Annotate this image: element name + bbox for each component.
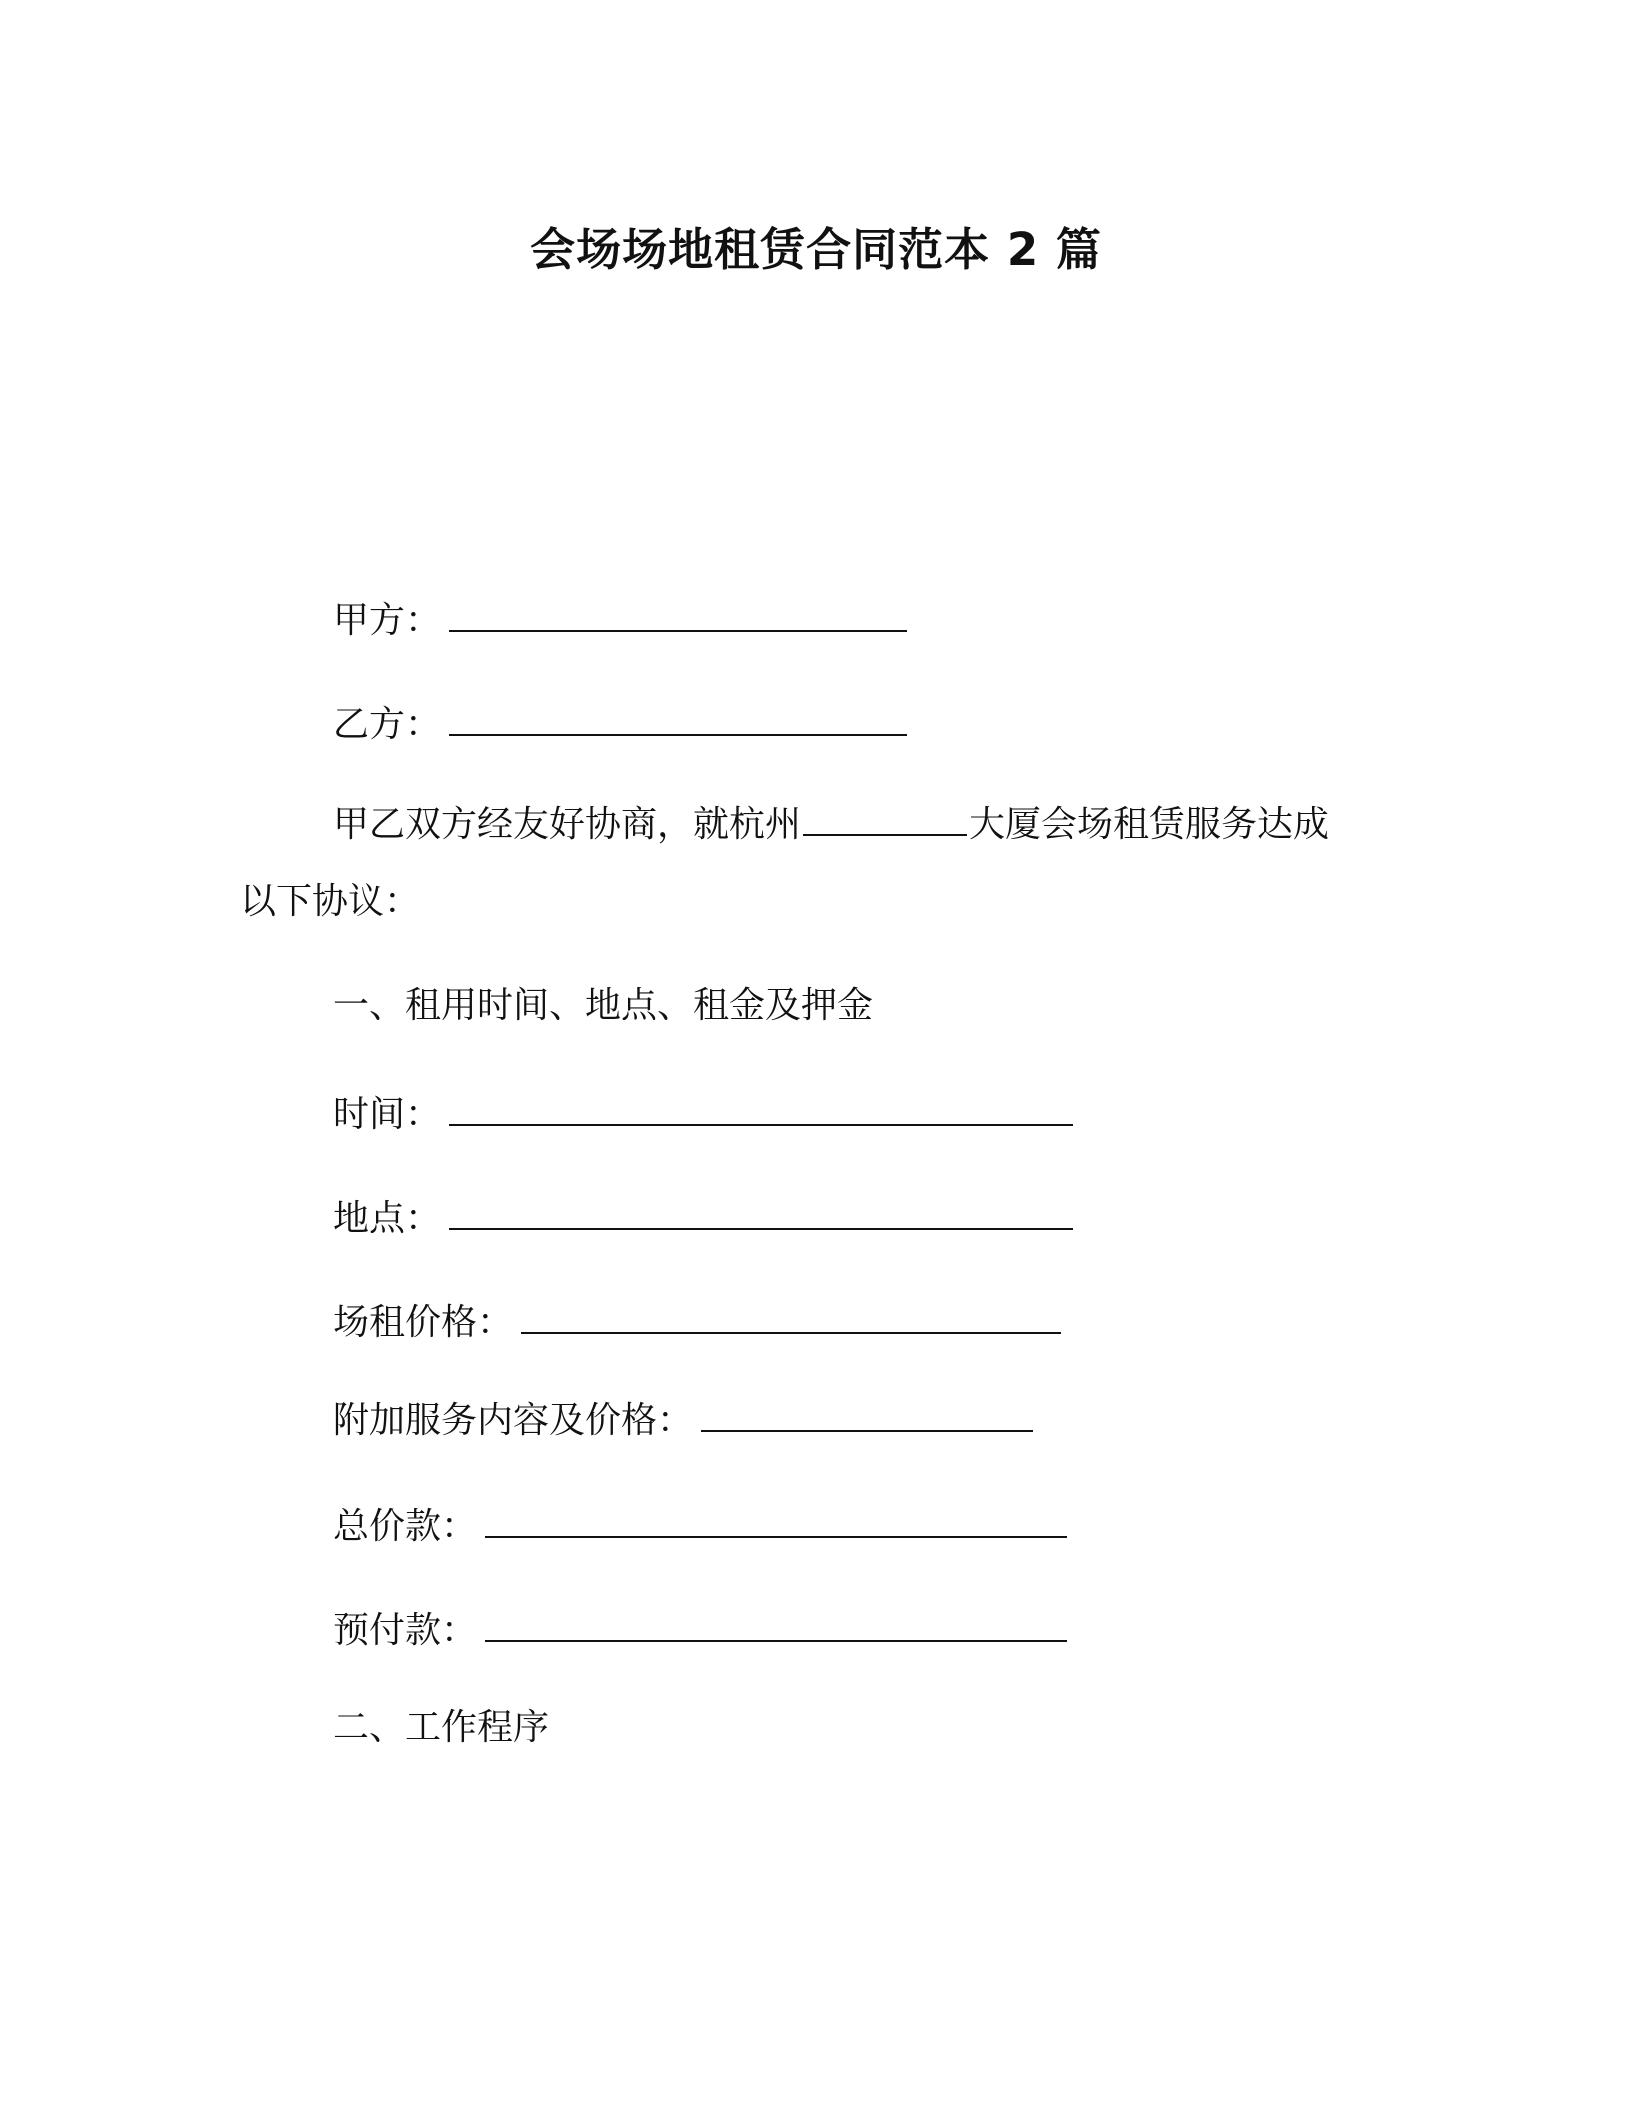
document-title: 会场场地租赁合同范本 2 篇 <box>530 223 1102 276</box>
building-name-blank <box>803 800 967 836</box>
party-a-blank <box>449 596 907 632</box>
section2-heading: 二、工作程序 <box>333 1707 550 1748</box>
party-b-line <box>333 700 907 749</box>
total-label: 总价款： <box>333 1506 478 1547</box>
extra-service-blank <box>701 1396 1033 1432</box>
location-line <box>333 1194 1073 1243</box>
location-label: 地点： <box>333 1198 442 1239</box>
time-blank <box>449 1090 1073 1126</box>
prepay-blank <box>485 1606 1067 1642</box>
rent-label: 场租价格： <box>333 1302 514 1343</box>
intro-part2: 大厦会场租赁服务达成 <box>969 804 1330 845</box>
party-b-blank <box>449 700 907 736</box>
total-line <box>333 1502 1067 1551</box>
party-b-label: 乙方： <box>333 704 442 745</box>
party-a-label: 甲方： <box>333 600 442 641</box>
extra-service-line <box>333 1396 1033 1445</box>
extra-service-label: 附加服务内容及价格： <box>333 1400 694 1441</box>
prepay-label: 预付款： <box>333 1610 478 1651</box>
party-a-line <box>333 596 907 645</box>
prepay-line <box>333 1606 1067 1655</box>
intro-line-1 <box>333 800 1329 849</box>
intro-part1: 甲乙双方经友好协商，就杭州 <box>333 804 802 845</box>
time-line <box>333 1090 1073 1139</box>
rent-blank <box>521 1298 1061 1334</box>
total-blank <box>485 1502 1067 1538</box>
intro-line-2: 以下协议： <box>240 881 421 922</box>
section1-heading: 一、租用时间、地点、租金及押金 <box>333 985 874 1026</box>
location-blank <box>449 1194 1073 1230</box>
rent-line <box>333 1298 1061 1347</box>
time-label: 时间： <box>333 1094 442 1135</box>
